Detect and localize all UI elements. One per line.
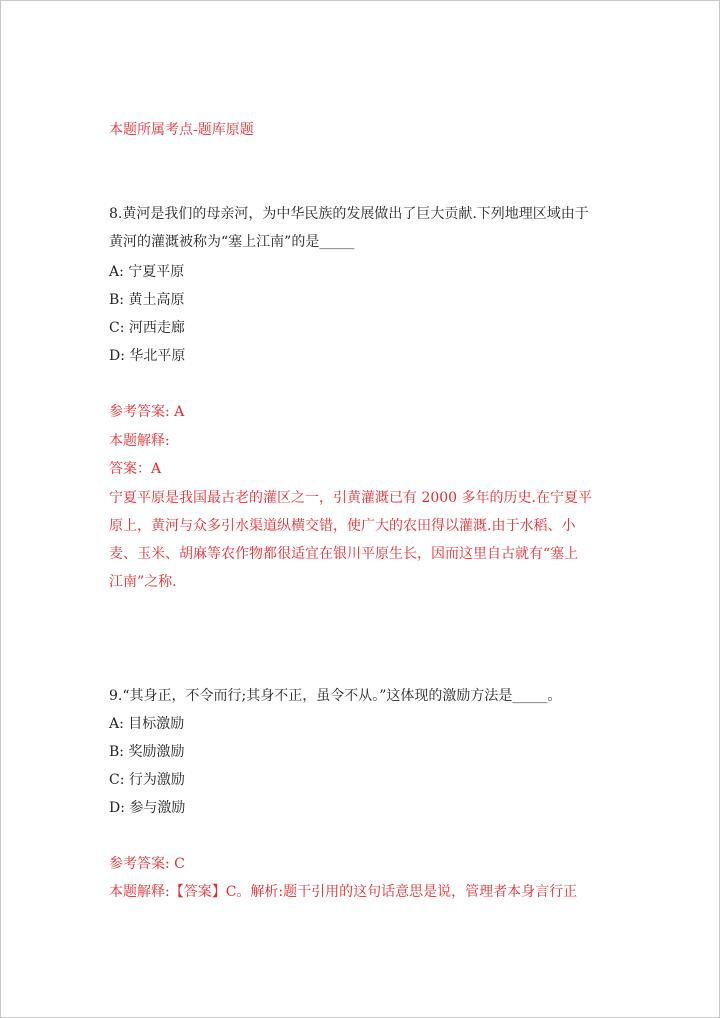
q8-stem-line-1: 8.黄河是我们的母亲河，为中华民族的发展做出了巨大贡献.下列地理区域由于 [109,206,589,222]
q8-analysis-line-4: 江南”之称. [109,574,177,590]
topic-note: 本题所属考点-题库原题 [109,122,254,138]
q8-option-c: C: 河西走廊 [109,320,185,336]
q9-reference-answer: 参考答案: C [109,856,185,872]
q8-explanation-label: 本题解释: [109,433,170,449]
q8-stem-line-2: 黄河的灌溉被称为“塞上江南”的是_____ [109,234,355,250]
q9-explanation-line: 本题解释:【答案】C。解析:题干引用的这句话意思是说，管理者本身言行正 [109,884,578,900]
q8-option-b: B: 黄土高原 [109,292,185,308]
q8-option-a: A: 宁夏平原 [109,264,185,280]
q9-option-b: B: 奖励激励 [109,744,185,760]
q8-analysis-line-2: 原上，黄河与众多引水渠道纵横交错，使广大的农田得以灌溉.由于水稻、小 [109,518,576,534]
q9-option-d: D: 参与激励 [109,800,186,816]
q8-answer: 答案：A [109,461,162,477]
q8-reference-answer: 参考答案: A [109,404,185,420]
q8-analysis-line-1: 宁夏平原是我国最古老的灌区之一，引黄灌溉已有 2000 多年的历史.在宁夏平 [109,490,592,506]
q8-option-d: D: 华北平原 [109,348,186,364]
q9-option-a: A: 目标激励 [109,716,185,732]
q9-option-c: C: 行为激励 [109,772,185,788]
q9-stem-line-1: 9.“其身正，不令而行;其身不正，虽令不从。”这体现的激励方法是_____。 [109,688,562,704]
q8-analysis-line-3: 麦、玉米、胡麻等农作物都很适宜在银川平原生长，因而这里自古就有“塞上 [109,546,579,562]
